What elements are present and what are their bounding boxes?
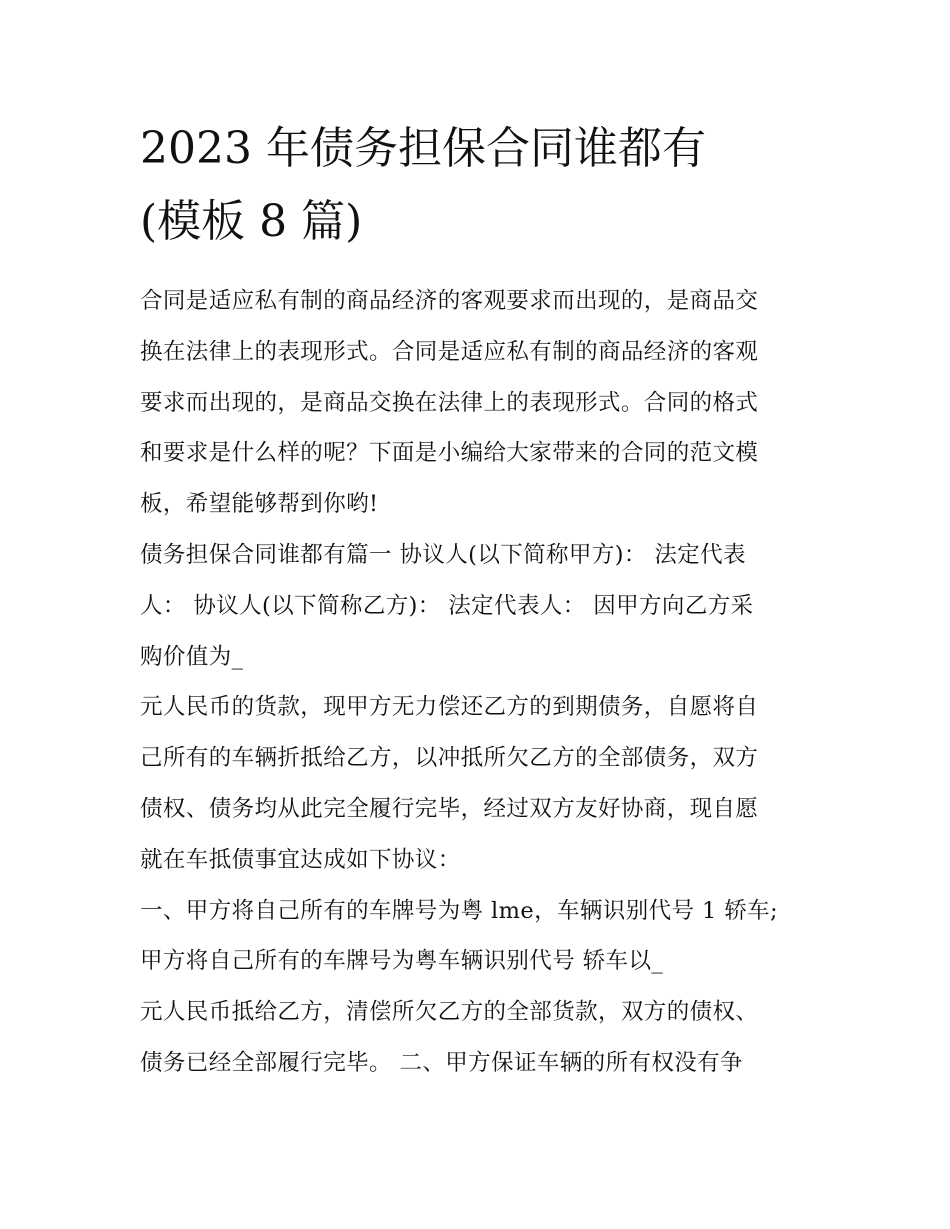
body-line: 债务已经全部履行完毕。 二、甲方保证车辆的所有权没有争 [140, 1049, 743, 1076]
body-line: 元人民币的货款，现甲方无力偿还乙方的到期债务，自愿将自 [140, 694, 759, 721]
body-line: 和要求是什么样的呢？下面是小编给大家带来的合同的范文模 [140, 440, 759, 467]
body-line: 购价值为_ [140, 643, 244, 670]
body-line: 板，希望能够帮到你哟! [140, 491, 379, 518]
body-line: 己所有的车辆折抵给乙方，以冲抵所欠乙方的全部债务，双方 [140, 745, 759, 772]
title-line-2: (模板 8 篇) [140, 196, 363, 247]
body-line: 合同是适应私有制的商品经济的客观要求而出现的，是商品交 [140, 288, 759, 314]
body-line: 元人民币抵给乙方，清偿所欠乙方的全部货款，双方的债权、 [140, 999, 759, 1026]
body-line: 一、甲方将自己所有的车牌号为粤 lme，车辆识别代号 1 轿车; [140, 897, 778, 924]
body-line: 就在车抵债事宜达成如下协议： [140, 846, 461, 873]
body-line: 要求而出现的，是商品交换在法律上的表现形式。合同的格式 [140, 389, 759, 416]
body-line: 债权、债务均从此完全履行完毕，经过双方友好协商，现自愿 [140, 795, 759, 822]
body-line: 换在法律上的表现形式。合同是适应私有制的商品经济的客观 [140, 338, 759, 365]
body-line: 债务担保合同谁都有篇一 协议人(以下简称甲方)： 法定代表 [140, 541, 746, 568]
title-line-1: 2023 年债务担保合同谁都有 [140, 123, 706, 174]
body-line: 人： 协议人(以下简称乙方)： 法定代表人： 因甲方向乙方采 [140, 592, 754, 619]
document-title [140, 112, 830, 258]
body-line: 甲方将自己所有的车牌号为粤车辆识别代号 轿车以_ [140, 948, 664, 975]
document-body [140, 276, 820, 1089]
